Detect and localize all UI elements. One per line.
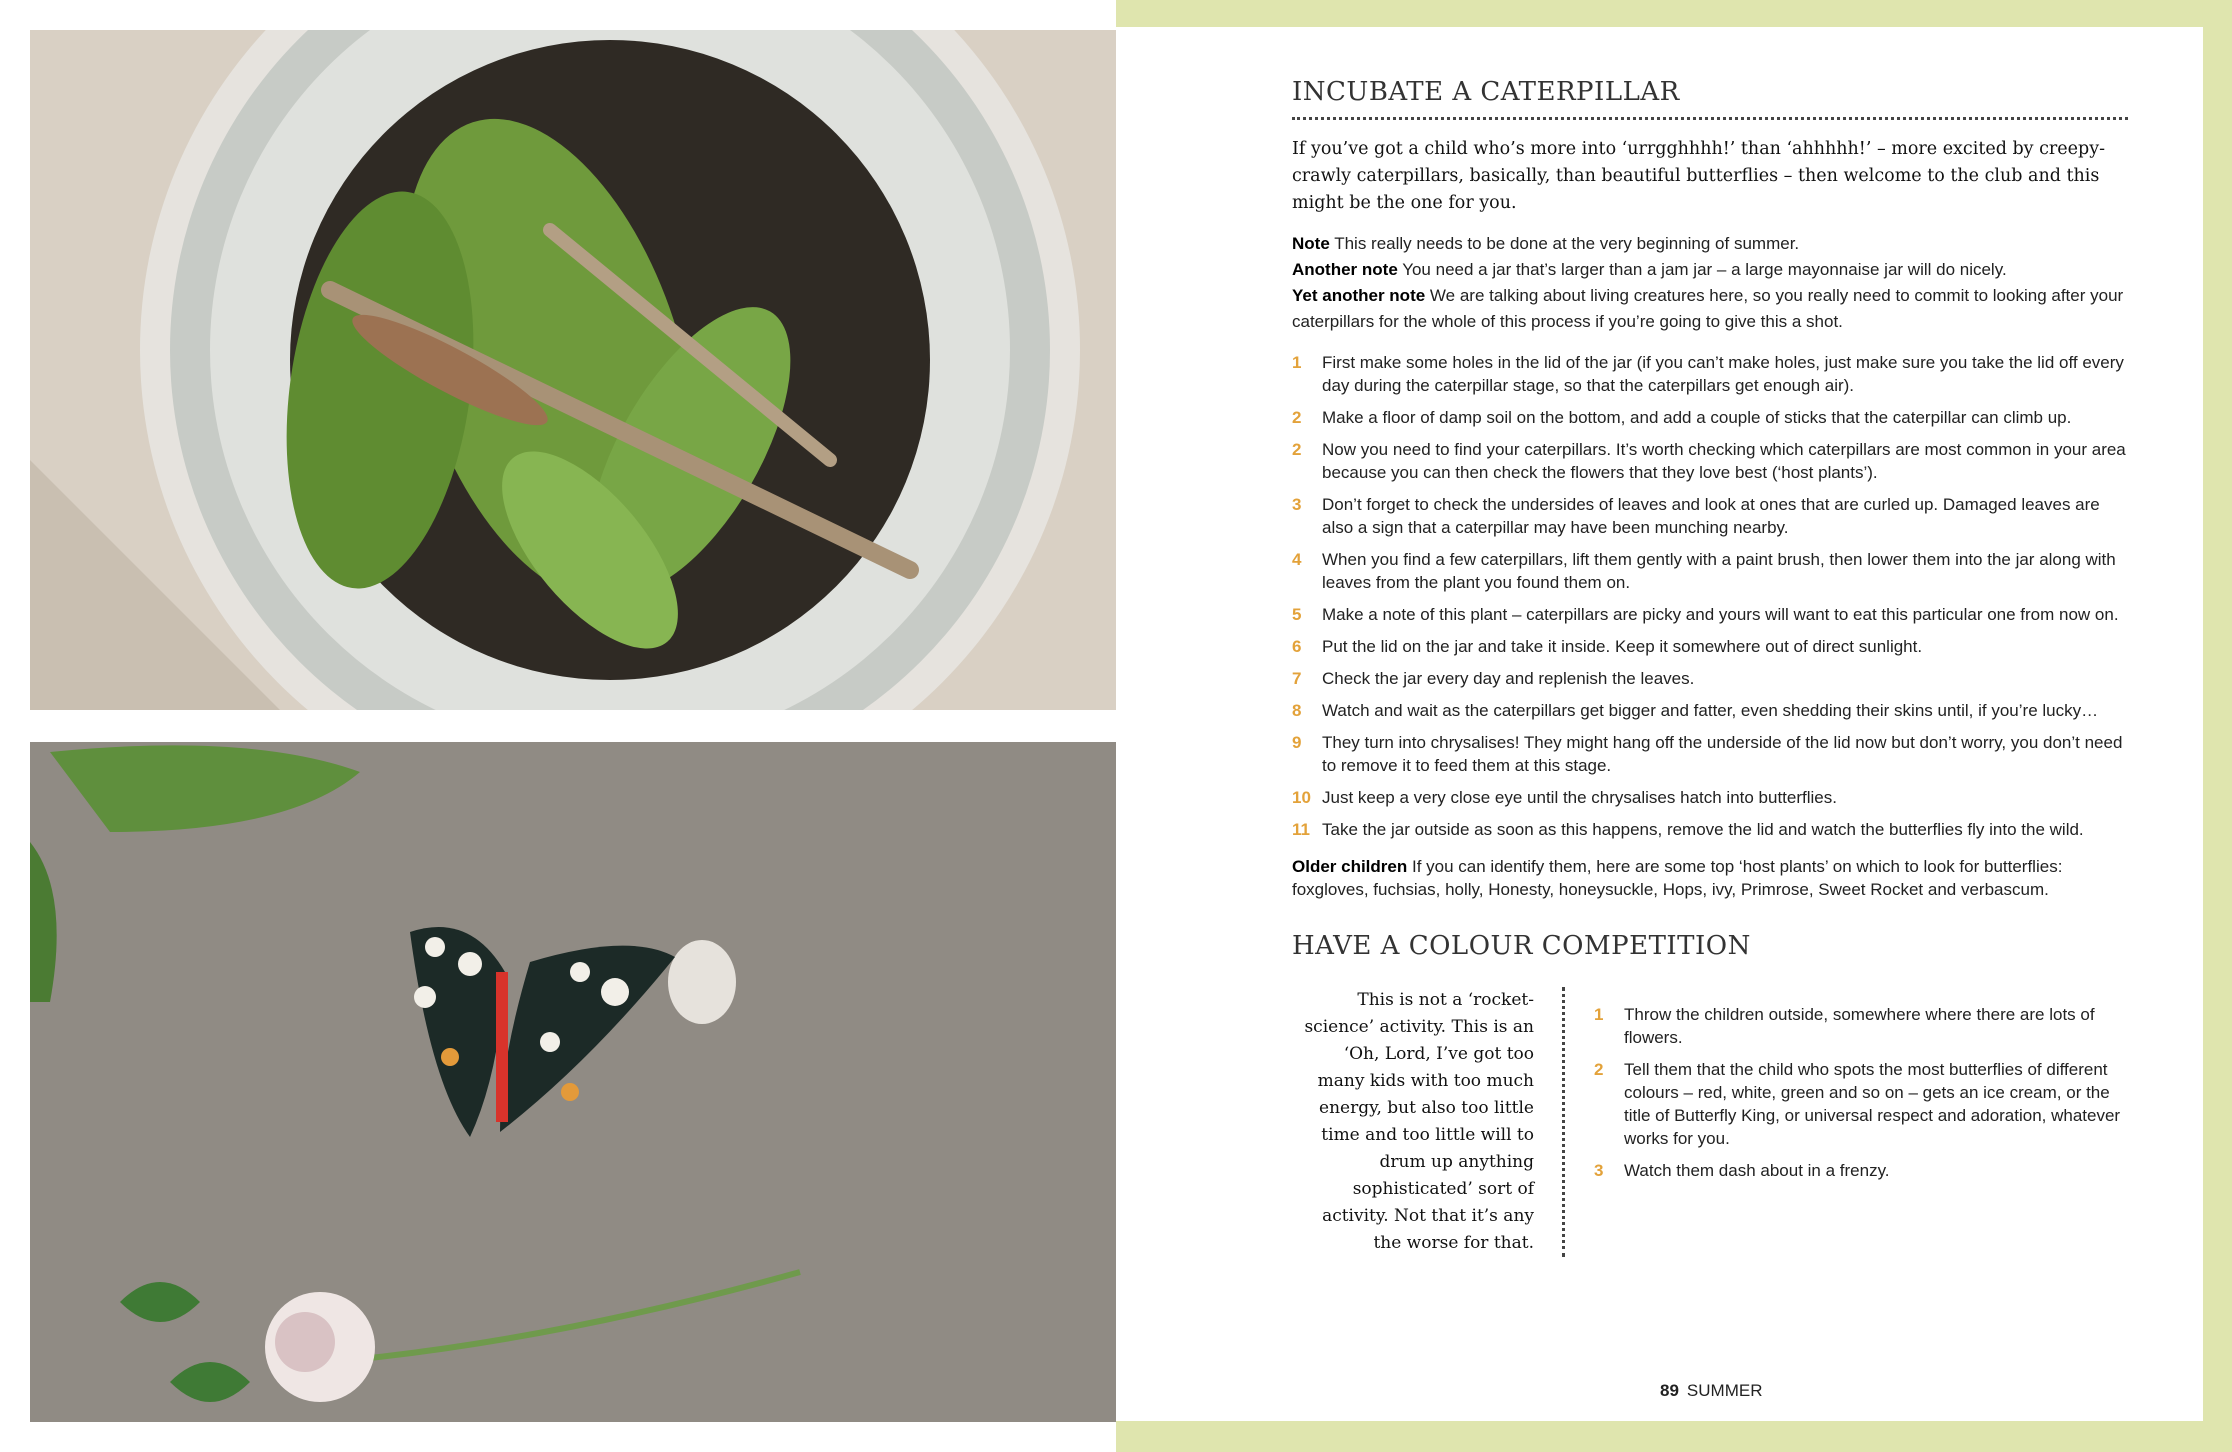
step-item	[1292, 603, 2128, 626]
note	[1292, 283, 2128, 335]
note-text: This really needs to be done at the very beginning of summer.	[1334, 234, 1800, 253]
section-title-colour: HAVE A COLOUR COMPETITION	[1292, 931, 1751, 961]
step-item	[1292, 438, 2128, 484]
page-footer	[1660, 1381, 1762, 1401]
text-page	[1116, 27, 2203, 1421]
step-number: 3	[1292, 495, 1302, 514]
step-item	[1292, 667, 2128, 690]
section-name: SUMMER	[1686, 1381, 1763, 1400]
moth-photo	[30, 742, 1116, 1422]
step-number: 1	[1594, 1005, 1604, 1024]
step-number: 2	[1292, 408, 1302, 427]
section-title-incubate: INCUBATE A CATERPILLAR	[1292, 77, 1680, 107]
step-text: Make a floor of damp soil on the bottom, and add a couple of sticks that the caterpillar can climb up.	[1322, 408, 2072, 427]
step-item	[1292, 635, 2128, 658]
jar-photo-illustration	[30, 30, 1116, 710]
older-children-label: Older children	[1292, 857, 1408, 876]
step-number: 2	[1594, 1060, 1604, 1079]
notes-block	[1292, 231, 2128, 335]
step-number: 2	[1292, 440, 1302, 459]
page-number: 89	[1660, 1381, 1679, 1400]
step-text: Take the jar outside as soon as this happens, remove the lid and watch the butterflies fly into the wild.	[1322, 820, 2084, 839]
step-text: Tell them that the child who spots the most butterflies of different colours – red, white, green and so on – gets an ice cream, or the title of Butterfly King, or universal respect and adoration, whatever works for you.	[1624, 1060, 2121, 1148]
note	[1292, 257, 2128, 283]
step-number: 9	[1292, 733, 1302, 752]
step-number: 11	[1292, 820, 1310, 839]
note-label: Note	[1292, 234, 1330, 253]
note-label: Another note	[1292, 260, 1398, 279]
dotted-vertical-divider	[1562, 987, 1565, 1257]
note	[1292, 231, 2128, 257]
step-number: 4	[1292, 550, 1302, 569]
note-text: We are talking about living creatures here, so you really need to commit to looking after your caterpillars for the whole of this process if you’re going to give this a shot.	[1292, 286, 2124, 331]
step-text: Put the lid on the jar and take it inside. Keep it somewhere out of direct sunlight.	[1322, 637, 1923, 656]
colour-steps	[1594, 1003, 2128, 1191]
step-item	[1292, 493, 2128, 539]
step-number: 7	[1292, 669, 1302, 688]
step-text: They turn into chrysalises! They might hang off the underside of the lid now but don’t worry, you don’t need to remove it to feed them at this stage.	[1322, 733, 2123, 775]
step-number: 1	[1292, 353, 1302, 372]
step-text: Make a note of this plant – caterpillars are picky and yours will want to eat this particular one from now on.	[1322, 605, 2119, 624]
step-text: Throw the children outside, somewhere where there are lots of flowers.	[1624, 1005, 2095, 1047]
step-item	[1292, 406, 2128, 429]
step-item	[1292, 351, 2128, 397]
step-text: Watch them dash about in a frenzy.	[1624, 1161, 1890, 1180]
jar-photo	[30, 30, 1116, 710]
note-text: You need a jar that’s larger than a jam jar – a large mayonnaise jar will do nicely.	[1402, 260, 2007, 279]
step-text: Just keep a very close eye until the chrysalises hatch into butterflies.	[1322, 788, 1837, 807]
step-number: 3	[1594, 1161, 1604, 1180]
step-item	[1594, 1058, 2128, 1150]
page-content	[1292, 77, 2128, 1287]
older-children-note	[1292, 855, 2128, 901]
moth-photo-illustration	[30, 742, 1116, 1422]
step-item	[1594, 1003, 2128, 1049]
caterpillar-steps	[1292, 351, 2128, 841]
step-item	[1292, 818, 2128, 841]
step-text: Check the jar every day and replenish the leaves.	[1322, 669, 1695, 688]
step-item	[1292, 731, 2128, 777]
step-text: Now you need to find your caterpillars. It’s worth checking which caterpillars are most common in your area because you can then check the flowers that they love best (‘host plants’).	[1322, 440, 2126, 482]
step-number: 5	[1292, 605, 1302, 624]
colour-competition	[1292, 987, 2128, 1287]
dotted-divider	[1292, 117, 2128, 120]
step-number: 10	[1292, 788, 1311, 807]
step-text: First make some holes in the lid of the jar (if you can’t make holes, just make sure you take the lid off every day during the caterpillar stage, so that the caterpillars get enough air).	[1322, 353, 2124, 395]
step-number: 8	[1292, 701, 1302, 720]
step-text: When you find a few caterpillars, lift them gently with a paint brush, then lower them into the jar along with leaves from the plant you found them on.	[1322, 550, 2116, 592]
colour-lead-text: This is not a ‘rocket-science’ activity. This is an ‘Oh, Lord, I’ve got too many kids with too much energy, but also too little time and too little will to drum up anything sophisticated’ sort of activity. Not that it’s any the worse for that.	[1304, 990, 1534, 1253]
step-item	[1292, 548, 2128, 594]
step-text: Don’t forget to check the undersides of leaves and look at ones that are curled up. Damaged leaves are also a sign that a caterpillar may have been munching nearby.	[1322, 495, 2100, 537]
note-label: Yet another note	[1292, 286, 1426, 305]
step-text: Watch and wait as the caterpillars get bigger and fatter, even shedding their skins until, if you’re lucky…	[1322, 701, 2099, 720]
step-item	[1292, 699, 2128, 722]
intro-paragraph: If you’ve got a child who’s more into ‘urrgghhhh!’ than ‘ahhhhh!’ – more excited by creepy-crawly caterpillars, basically, than beautiful butterflies – then welcome to the club and this might be the one for you.	[1292, 139, 2106, 213]
step-item	[1292, 786, 2128, 809]
step-number: 6	[1292, 637, 1302, 656]
older-children-text: If you can identify them, here are some top ‘host plants’ on which to look for butterflies: foxgloves, fuchsias, holly, Honesty, honeysuckle, Hops, ivy, Primrose, Sweet Rocket and verbascum.	[1292, 857, 2063, 899]
step-item	[1594, 1159, 2128, 1182]
